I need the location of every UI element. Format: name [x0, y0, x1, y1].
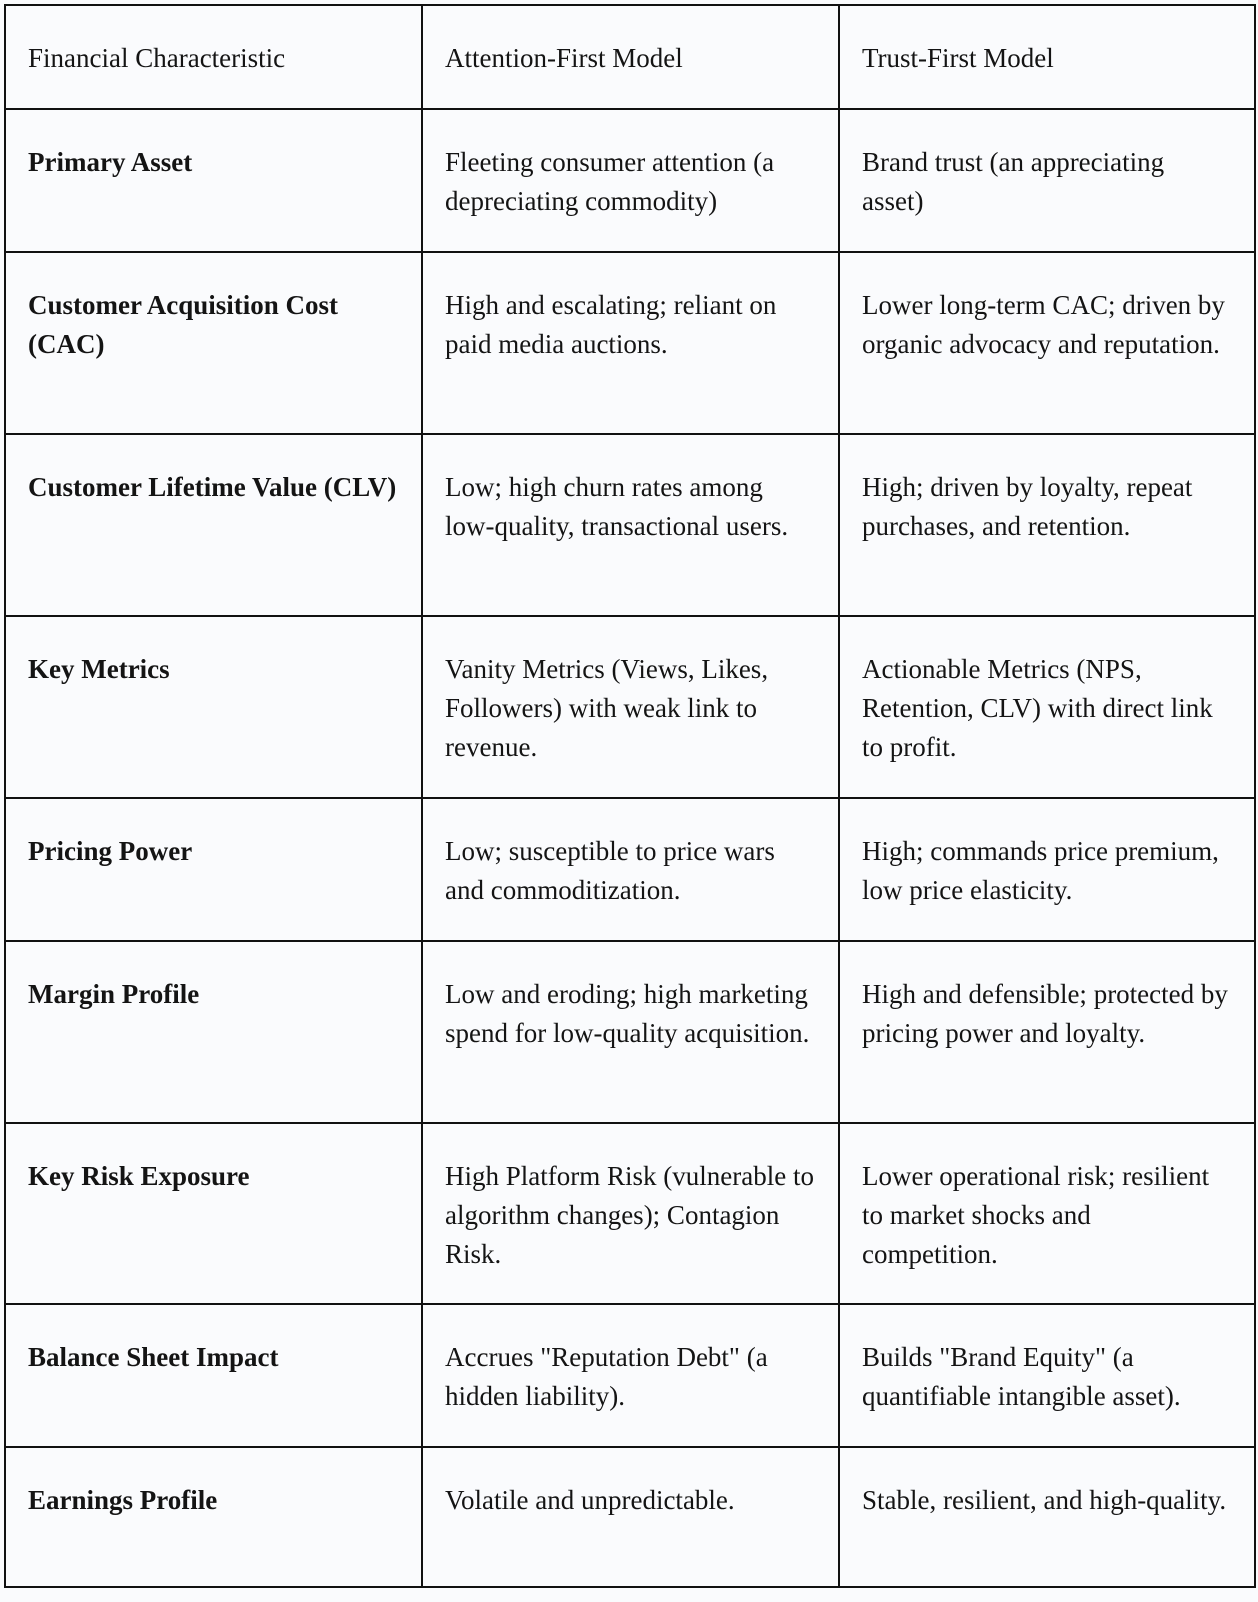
- trust-cell: High; driven by loyalty, repeat purchases, and retention.: [839, 434, 1255, 616]
- trust-cell: Stable, resilient, and high-quality.: [839, 1447, 1255, 1587]
- row-label: Pricing Power: [5, 798, 422, 941]
- trust-cell: Builds "Brand Equity" (a quantifiable intangible asset).: [839, 1304, 1255, 1447]
- table-row: [5, 798, 1255, 941]
- table-row: [5, 109, 1255, 252]
- attention-cell: Vanity Metrics (Views, Likes, Followers) with weak link to revenue.: [422, 616, 839, 798]
- attention-cell: Low; susceptible to price wars and commoditization.: [422, 798, 839, 941]
- row-label: Balance Sheet Impact: [5, 1304, 422, 1447]
- header-trust-first-model: Trust-First Model: [839, 5, 1255, 109]
- header-attention-first-model: Attention-First Model: [422, 5, 839, 109]
- attention-cell: Low; high churn rates among low-quality, transactional users.: [422, 434, 839, 616]
- table-row: [5, 1304, 1255, 1447]
- row-label: Customer Acquisition Cost (CAC): [5, 252, 422, 434]
- trust-cell: Lower operational risk; resilient to market shocks and competition.: [839, 1123, 1255, 1304]
- table-row: [5, 1447, 1255, 1587]
- header-row: [5, 5, 1255, 109]
- row-label: Primary Asset: [5, 109, 422, 252]
- trust-cell: High; commands price premium, low price elasticity.: [839, 798, 1255, 941]
- trust-cell: Lower long-term CAC; driven by organic advocacy and reputation.: [839, 252, 1255, 434]
- row-label: Key Risk Exposure: [5, 1123, 422, 1304]
- table-row: [5, 941, 1255, 1123]
- attention-cell: High and escalating; reliant on paid media auctions.: [422, 252, 839, 434]
- table-row: [5, 616, 1255, 798]
- attention-cell: Low and eroding; high marketing spend for low-quality acquisition.: [422, 941, 839, 1123]
- table-row: [5, 252, 1255, 434]
- comparison-table: [4, 4, 1256, 1588]
- attention-cell: Volatile and unpredictable.: [422, 1447, 839, 1587]
- table-row: [5, 434, 1255, 616]
- trust-cell: Actionable Metrics (NPS, Retention, CLV) with direct link to profit.: [839, 616, 1255, 798]
- table-row: [5, 1123, 1255, 1304]
- header-financial-characteristic: Financial Characteristic: [5, 5, 422, 109]
- trust-cell: High and defensible; protected by pricing power and loyalty.: [839, 941, 1255, 1123]
- attention-cell: Fleeting consumer attention (a depreciating commodity): [422, 109, 839, 252]
- row-label: Earnings Profile: [5, 1447, 422, 1587]
- row-label: Key Metrics: [5, 616, 422, 798]
- trust-cell: Brand trust (an appreciating asset): [839, 109, 1255, 252]
- attention-cell: High Platform Risk (vulnerable to algorithm changes); Contagion Risk.: [422, 1123, 839, 1304]
- row-label: Margin Profile: [5, 941, 422, 1123]
- attention-cell: Accrues "Reputation Debt" (a hidden liability).: [422, 1304, 839, 1447]
- row-label: Customer Lifetime Value (CLV): [5, 434, 422, 616]
